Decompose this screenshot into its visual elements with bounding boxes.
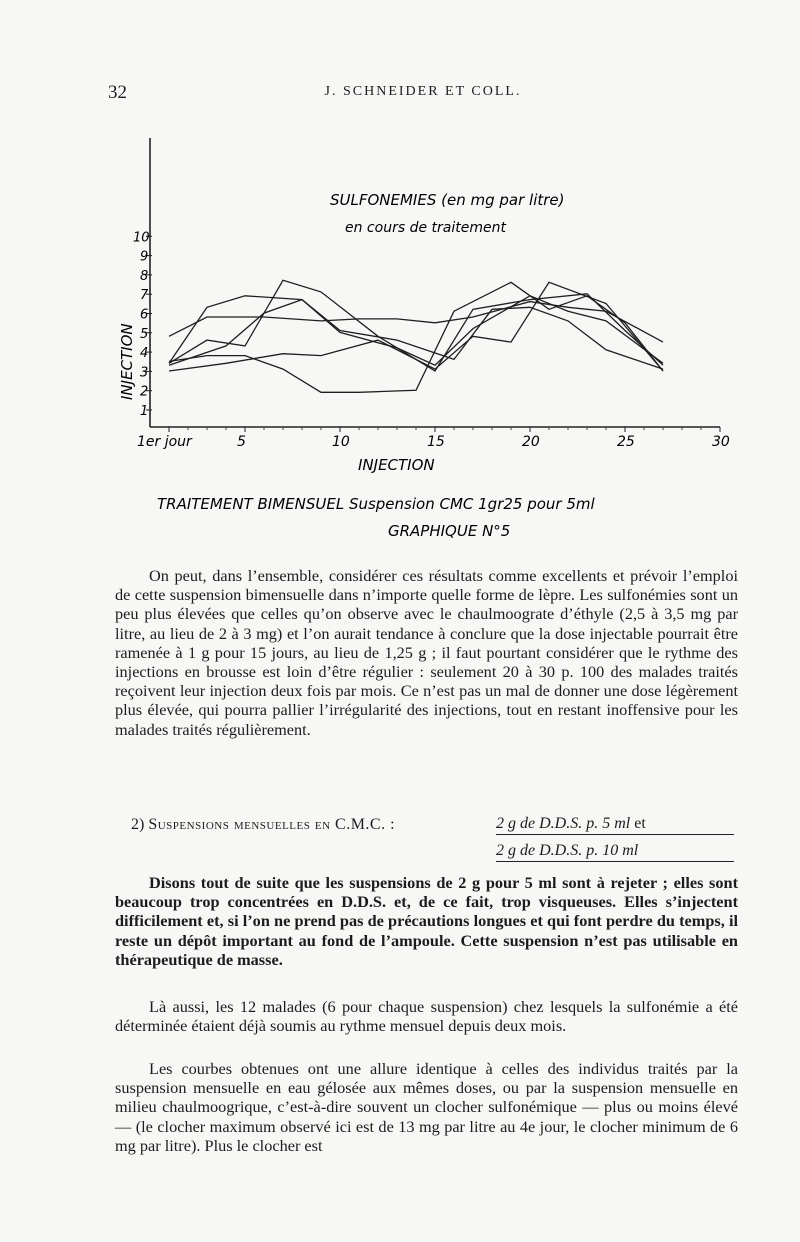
x-tick-label: 20 <box>522 434 540 450</box>
sulfonemia-chart <box>0 0 800 560</box>
chart-subtitle: en cours de traitement <box>345 220 506 236</box>
section-number: 2) <box>131 816 145 833</box>
paragraph-3 <box>115 997 738 1035</box>
chart-title: SULFONEMIES (en mg par litre) <box>330 191 565 209</box>
y-tick-label: 4 <box>140 346 149 362</box>
paragraph-2 <box>115 873 738 969</box>
paragraph-2-text: Disons tout de suite que les suspensions de 2 g pour 5 ml sont à rejeter ; elles sont beaucoup trop concentrées en D.D.S. et, de ce fait, trop visqueuses. Elles s’injectent difficilement et, si l’on ne prend pas de précautions longues et qui font perdre du temps, il reste un dépôt important au fond de l’ampoule. Cette suspension n’est pas utilisable en thérapeutique de masse. <box>115 873 738 969</box>
y-tick-label: 3 <box>140 365 149 381</box>
series-line-c <box>169 296 663 365</box>
running-head: J. SCHNEIDER ET COLL. <box>324 84 522 99</box>
paragraph-1-text: On peut, dans l’ensemble, considérer ces résultats comme excellents et prévoir l’emploi de cette suspension bimensuelle dans n’importe quelle forme de lèpre. Les sulfonémies sont un peu plus élevées que celles qu’on observe avec le chaulmoograte d’éthyle (2,5 à 3,5 mg par litre, au lieu de 2 à 3 mg) et l’on aurait tendance à conclure que la dose injectable pourrait être ramenée à 1 g pour 15 jours, au lieu de 1,25 g ; il faut pourtant considérer que le rythme des injections en brousse est loin d’être régulier : seulement 20 à 30 p. 100 des malades traités reçoivent leur injection deux fois par mois. Ce n’est pas un mal de donner une dose légèrement plus élevée, qui pourra pallier l’irrégularité des injections, tout en restant inoffensive pour les malades traités régulièrement. <box>115 566 738 739</box>
x-tick-label: 10 <box>332 434 350 450</box>
paragraph-4-text: Les courbes obtenues ont une allure identique à celles des individus traités par la suspension mensuelle en eau gélosée aux mêmes doses, ou par la suspension mensuelle en milieu chaulmoogrique, c’est-à-dire souvent un clocher sulfonémique — plus ou moins élevé — (le clocher maximum observé ici est de 13 mg par litre au 4e jour, le clocher minimum de 6 mg par litre). Plus le clocher est <box>115 1059 738 1155</box>
x-tick-label: 5 <box>237 434 246 450</box>
x-axis-ticks <box>137 427 730 450</box>
section-dose-1 <box>496 815 734 835</box>
y-tick-label: 8 <box>140 268 149 284</box>
section-dose-2: 2 g de D.D.S. p. 10 ml <box>496 841 734 862</box>
figure-caption-line2: GRAPHIQUE N°5 <box>388 522 511 540</box>
y-tick-label: 5 <box>140 326 149 342</box>
series-layer <box>169 280 663 392</box>
y-axis-label: INJECTION <box>118 323 136 400</box>
series-line-d <box>169 280 663 371</box>
paragraph-1 <box>115 566 738 739</box>
x-tick-label: 15 <box>427 434 445 450</box>
dose-connector: et <box>634 815 646 832</box>
x-tick-label: 1er jour <box>137 434 192 450</box>
section-title: Suspensions mensuelles en C.M.C. : <box>148 816 396 833</box>
y-tick-label: 1 <box>140 404 149 419</box>
paragraph-3-text: Là aussi, les 12 malades (6 pour chaque suspension) chez lesquels la sulfonémie a été déterminée étaient déjà soumis au rythme mensuel depuis deux mois. <box>115 997 738 1036</box>
y-tick-label: 6 <box>140 307 149 323</box>
x-axis-label: INJECTION <box>358 456 435 474</box>
series-line-b <box>169 296 663 369</box>
y-tick-label: 7 <box>140 288 149 304</box>
page-number: 32 <box>108 82 127 103</box>
x-tick-label: 30 <box>712 434 730 450</box>
y-tick-label: 2 <box>140 384 149 400</box>
y-tick-label: 9 <box>140 249 149 265</box>
dose-1-text: 2 g de D.D.S. p. 5 ml <box>496 815 631 832</box>
figure-caption-line1: TRAITEMENT BIMENSUEL Suspension CMC 1gr25 pour 5ml <box>157 495 595 513</box>
x-tick-label: 25 <box>617 434 635 450</box>
paragraph-4 <box>115 1059 738 1155</box>
y-tick-label: 10 <box>133 230 150 246</box>
